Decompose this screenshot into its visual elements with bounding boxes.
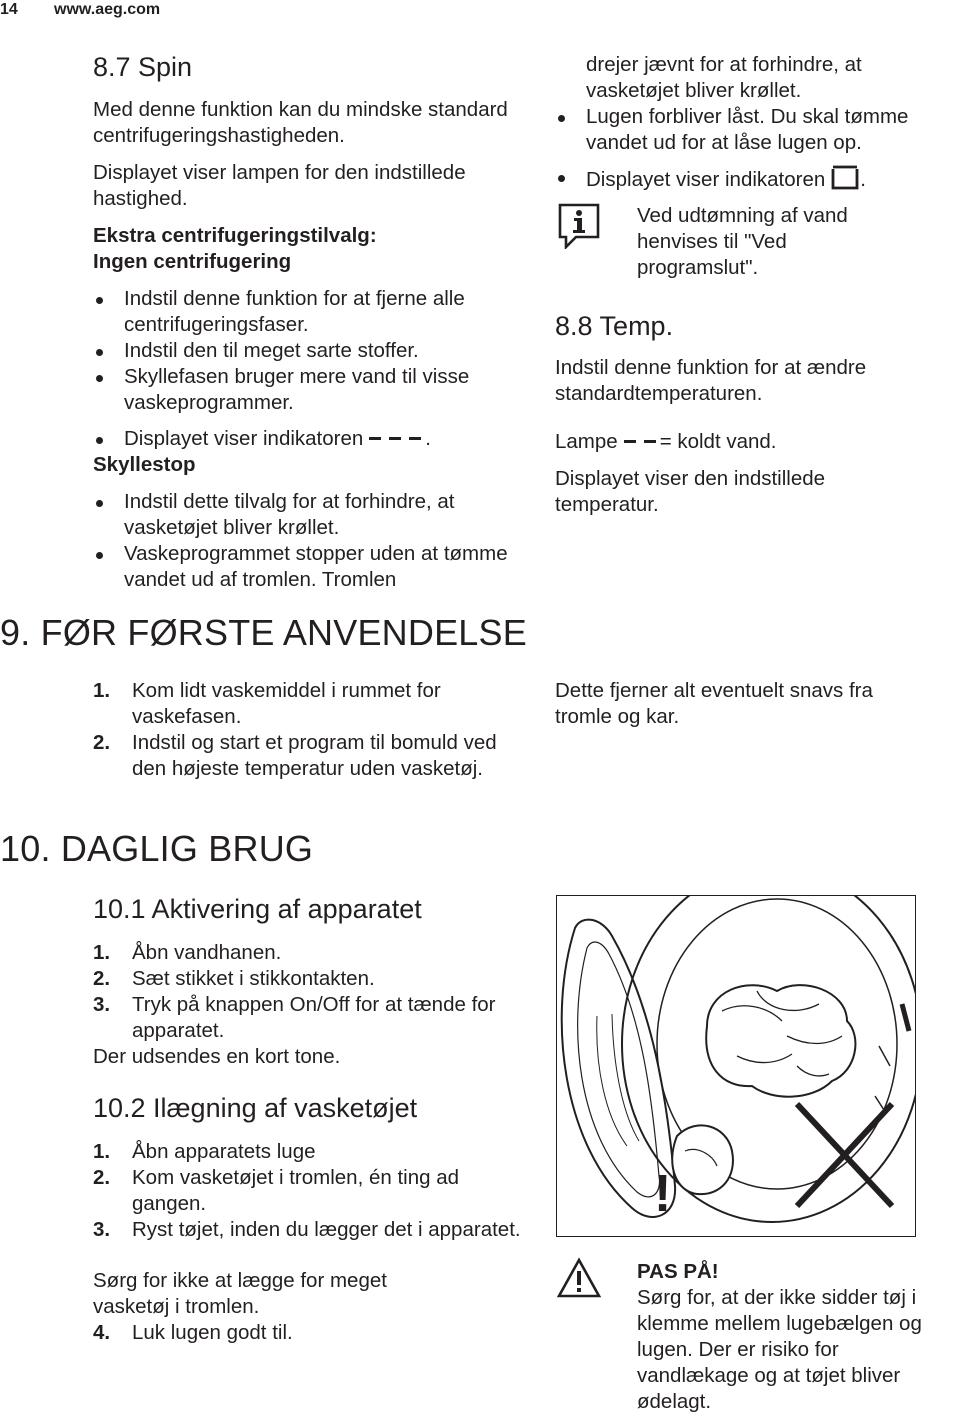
list-item: Displayet viser indikatoren . — [555, 164, 955, 197]
site-url: www.aeg.com — [54, 1, 161, 18]
list-item: 2. Sæt stikket i stikkontakten. — [93, 967, 375, 990]
list-item: 1. Kom lidt vaskemiddel i rummet for vaskefasen. — [93, 679, 441, 728]
list-item: Skyllefasen bruger mere vand til visse vaskeprogrammer. — [93, 364, 533, 416]
right-bullet-list — [555, 104, 955, 156]
page-number: 14 — [0, 1, 18, 18]
list-item: Indstil den til meget sarte stoffer. — [93, 338, 533, 364]
info-icon — [556, 203, 602, 254]
info-note-text: Ved udtømning af vand henvises til "Ved programslut". — [637, 204, 848, 279]
bullet-icon — [96, 375, 103, 382]
subsection-10-2-note: Sørg for ikke at lægge for meget vasketøj i tromlen. — [93, 1269, 387, 1318]
right-indicator-bullet — [555, 164, 955, 197]
skyllestop-heading: Skyllestop — [93, 453, 196, 476]
continued-text: drejer jævnt for at forhindre, at vasketøjet bliver krøllet. — [586, 53, 862, 102]
subsection-10-1-steps — [93, 940, 533, 1044]
spin-paragraph-1: Med denne funktion kan du mindske standard centrifugeringshastigheden. — [93, 98, 508, 147]
bullet-icon — [558, 115, 565, 122]
bullet-icon — [96, 500, 103, 507]
list-item: 2. Kom vasketøjet i tromlen, én ting ad gangen. — [93, 1166, 460, 1215]
section-9-steps — [93, 678, 523, 782]
double-dash-indicator-icon — [624, 429, 660, 455]
subsection-10-2-final-step — [93, 1320, 533, 1346]
temp-title: 8.8 Temp. — [555, 311, 674, 341]
subsection-10-1-note: Der udsendes en kort tone. — [93, 1045, 341, 1068]
section-9-note: Dette fjerner alt eventuelt snavs fra tromle og kar. — [555, 679, 873, 728]
warning-title: PAS PÅ! — [637, 1260, 719, 1283]
spin-extra-heading-2: Ingen centrifugering — [93, 250, 292, 273]
skyllestop-bullet-list — [93, 489, 533, 593]
door-indicator-icon — [830, 164, 860, 197]
section-10-title: 10. DAGLIG BRUG — [0, 828, 314, 869]
section-9-title: 9. FØR FØRSTE ANVENDELSE — [0, 612, 527, 653]
spin-paragraph-2: Displayet viser lampen for den indstillede hastighed. — [93, 161, 466, 210]
warning-text: Sørg for, at der ikke sidder tøj i klemme mellem lugebælgen og lugen. Der er risiko for vandlækage og at tøjet bliver ødelagt. — [637, 1286, 922, 1413]
subsection-10-2-title: 10.2 Ilægning af vasketøjet — [93, 1093, 418, 1123]
list-item: Displayet viser indikatoren . — [93, 426, 533, 452]
illustration-exclamation: ! — [654, 1165, 672, 1223]
list-item: 1. Åbn vandhanen. — [93, 941, 282, 964]
temp-paragraph-1: Indstil denne funktion for at ændre standardtemperaturen. — [555, 356, 867, 405]
list-item: Indstil denne funktion for at fjerne alle centrifugeringsfaser. — [93, 286, 533, 338]
spin-indicator-bullet — [93, 426, 533, 452]
spin-bullet-list — [93, 286, 533, 416]
bullet-icon — [558, 175, 565, 182]
laundry-door-illustration — [556, 895, 916, 1237]
subsection-10-1-title: 10.1 Aktivering af apparatet — [93, 894, 422, 924]
bullet-icon — [96, 552, 103, 559]
list-item: Vaskeprogrammet stopper uden at tømme vandet ud af tromlen. Tromlen — [93, 541, 533, 593]
bullet-icon — [96, 437, 103, 444]
spin-title: 8.7 Spin — [93, 52, 193, 82]
list-item: Lugen forbliver låst. Du skal tømme vandet ud for at låse lugen op. — [555, 104, 955, 156]
list-item: 3. Tryk på knappen On/Off for at tænde for apparatet. — [93, 993, 496, 1042]
list-item: 4. Luk lugen godt til. — [93, 1321, 293, 1344]
list-item: 2. Indstil og start et program til bomuld ved den højeste temperatur uden vasketøj. — [93, 731, 497, 780]
subsection-10-2-steps — [93, 1139, 533, 1243]
list-item: Indstil dette tilvalg for at forhindre, at vasketøjet bliver krøllet. — [93, 489, 533, 541]
temp-paragraph-3: Displayet viser den indstillede temperatur. — [555, 467, 826, 516]
bullet-icon — [96, 349, 103, 356]
temp-lampe-line: Lampe = koldt vand. — [555, 430, 777, 453]
spin-extra-heading-1: Ekstra centrifugeringstilvalg: — [93, 224, 377, 247]
list-item: 3. Ryst tøjet, inden du lægger det i apparatet. — [93, 1218, 521, 1241]
triple-dash-indicator-icon — [369, 426, 425, 452]
warning-triangle-icon — [556, 1257, 602, 1304]
bullet-icon — [96, 297, 103, 304]
list-item: 1. Åbn apparatets luge — [93, 1140, 316, 1163]
